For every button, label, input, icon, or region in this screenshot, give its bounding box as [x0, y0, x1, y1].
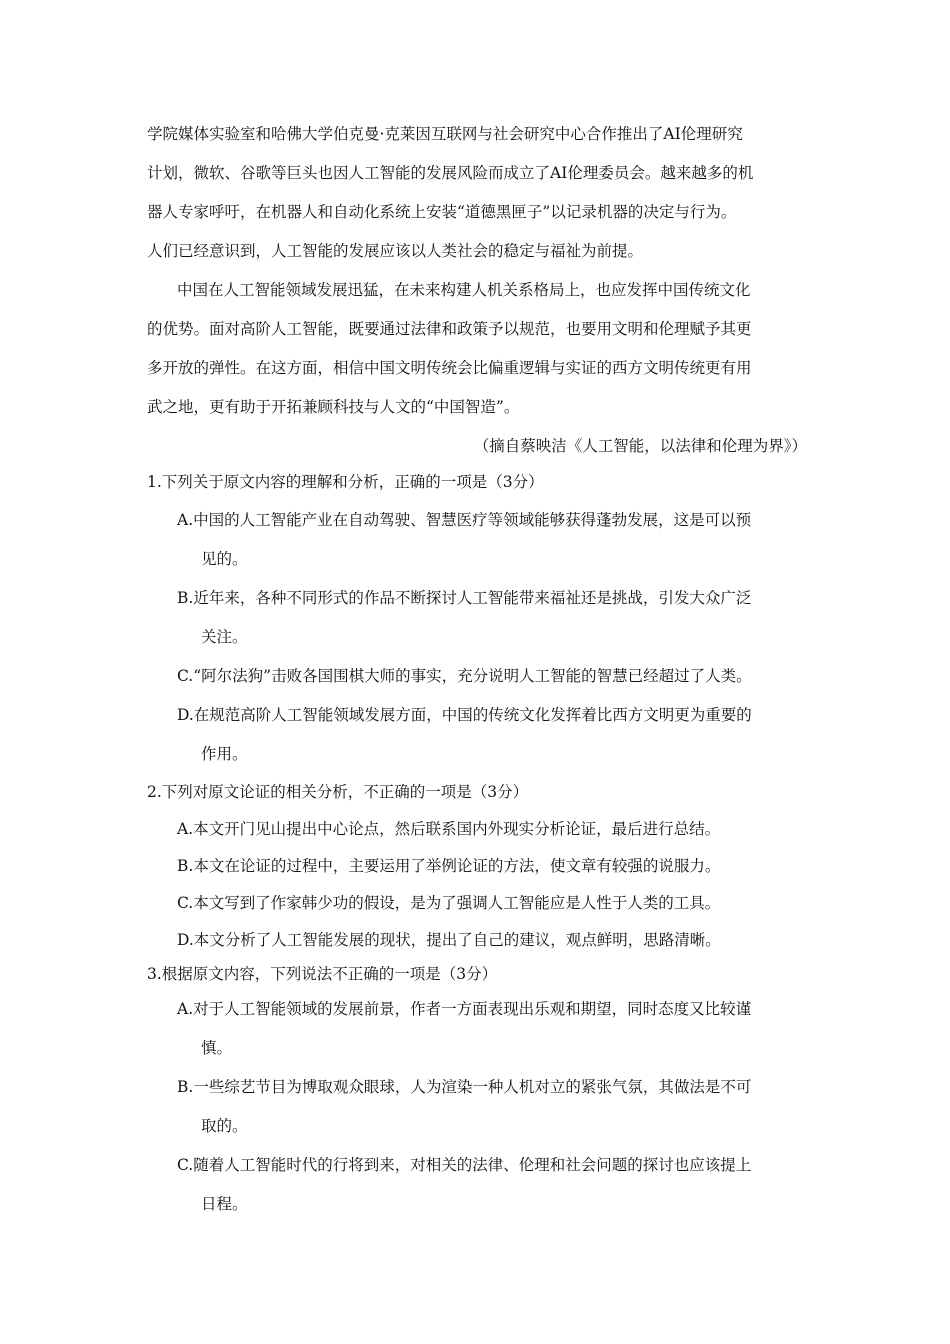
- question-stem: 2.下列对原文论证的相关分析，不正确的一项是（3分）: [147, 783, 529, 801]
- option-c: C.“阿尔法狗”击败各国围棋大师的事实，充分说明人工智能的智慧已经超过了人类。: [177, 667, 752, 685]
- passage-line: 学院媒体实验室和哈佛大学伯克曼·克莱因互联网与社会研究中心合作推出了AI伦理研究: [147, 125, 743, 143]
- question-stem: 1.下列关于原文内容的理解和分析，正确的一项是（3分）: [147, 473, 544, 491]
- passage-source: （摘自蔡映洁《人工智能，以法律和伦理为界》）: [473, 437, 807, 455]
- question-stem: 3.根据原文内容，下列说法不正确的一项是（3分）: [147, 965, 498, 983]
- option-d: D.本文分析了人工智能发展的现状，提出了自己的建议，观点鲜明，思路清晰。: [177, 931, 721, 949]
- option-a-continued: 见的。: [201, 550, 248, 568]
- option-a: A.对于人工智能领域的发展前景，作者一方面表现出乐观和期望，同时态度又比较谨: [177, 1000, 752, 1018]
- option-a: A.本文开门见山提出中心论点，然后联系国内外现实分析论证，最后进行总结。: [177, 820, 721, 838]
- option-a: A.中国的人工智能产业在自动驾驶、智慧医疗等领域能够获得蓬勃发展，这是可以预: [177, 511, 752, 529]
- option-b-continued: 关注。: [201, 628, 248, 646]
- passage-line: 器人专家呼吁，在机器人和自动化系统上安装“道德黑匣子”以记录机器的决定与行为。: [147, 203, 737, 221]
- option-a-continued: 慎。: [201, 1039, 233, 1057]
- option-c-continued: 日程。: [201, 1195, 248, 1213]
- option-c: C.本文写到了作家韩少功的假设，是为了强调人工智能应是人性于人类的工具。: [177, 894, 721, 912]
- option-b-continued: 取的。: [201, 1117, 248, 1135]
- option-d-continued: 作用。: [201, 745, 248, 763]
- passage-line: 武之地，更有助于开拓兼顾科技与人文的“中国智造”。: [147, 398, 520, 416]
- option-b: B.一些综艺节目为博取观众眼球，人为渲染一种人机对立的紧张气氛，其做法是不可: [177, 1078, 752, 1096]
- passage-line: 多开放的弹性。在这方面，相信中国文明传统会比偏重逻辑与实证的西方文明传统更有用: [147, 359, 752, 377]
- option-c: C.随着人工智能时代的行将到来，对相关的法律、伦理和社会问题的探讨也应该提上: [177, 1156, 752, 1174]
- passage-line: 的优势。面对高阶人工智能，既要通过法律和政策予以规范，也要用文明和伦理赋予其更: [147, 320, 752, 338]
- option-d: D.在规范高阶人工智能领域发展方面，中国的传统文化发挥着比西方文明更为重要的: [177, 706, 752, 724]
- passage-line: 计划，微软、谷歌等巨头也因人工智能的发展风险而成立了AI伦理委员会。越来越多的机: [147, 164, 754, 182]
- passage-line: 中国在人工智能领域发展迅猛，在未来构建人机关系格局上，也应发挥中国传统文化: [177, 281, 751, 299]
- option-b: B.本文在论证的过程中，主要运用了举例论证的方法，使文章有较强的说服力。: [177, 857, 721, 875]
- passage-line: 人们已经意识到，人工智能的发展应该以人类社会的稳定与福祉为前提。: [147, 242, 644, 260]
- option-b: B.近年来，各种不同形式的作品不断探讨人工智能带来福祉还是挑战，引发大众广泛: [177, 589, 752, 607]
